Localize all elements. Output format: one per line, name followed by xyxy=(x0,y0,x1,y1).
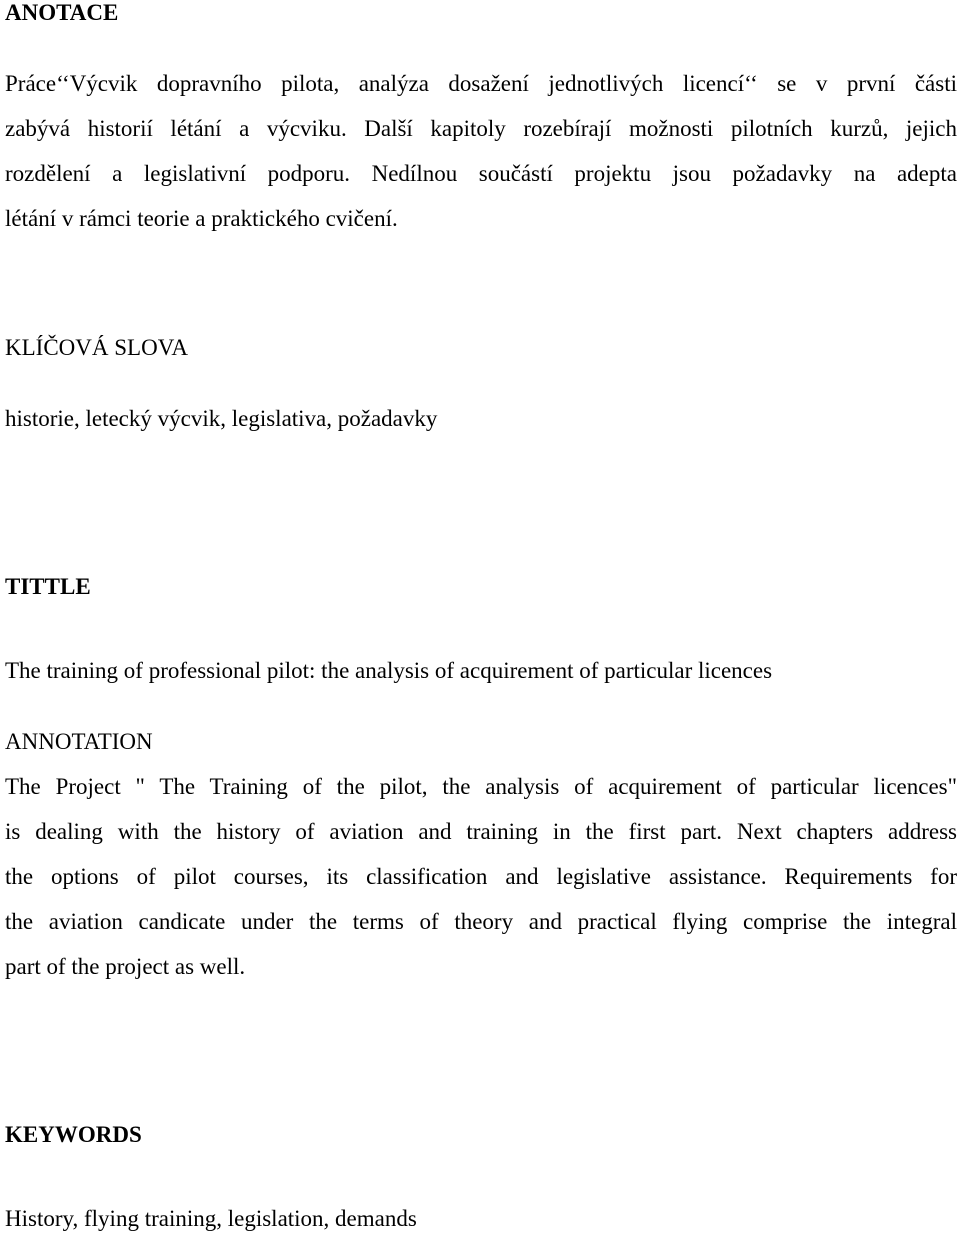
klicova-slova-heading: KLÍČOVÁ SLOVA xyxy=(5,335,188,360)
klicova-slova-text: historie, letecký výcvik, legislativa, požadavky xyxy=(5,406,438,431)
anotace-heading: ANOTACE xyxy=(5,0,119,25)
annotation-line-4: the aviation candicate under the terms of theory and practical flying comprise the integral xyxy=(5,909,957,934)
tittle-text: The training of professional pilot: the analysis of acquirement of particular licences xyxy=(5,658,773,683)
annotation-line-2: is dealing with the history of aviation and training in the first part. Next chapters address xyxy=(5,819,957,844)
annotation-line-5: part of the project as well. xyxy=(5,954,246,979)
anotace-line-3: rozdělení a legislativní podporu. Nedílnou součástí projektu jsou požadavky na adepta xyxy=(5,161,957,186)
tittle-heading: TITTLE xyxy=(5,574,91,599)
keywords-text: History, flying training, legislation, demands xyxy=(5,1206,417,1231)
anotace-line-2: zabývá historií létání a výcviku. Další kapitoly rozebírají možnosti pilotních kurzů, jejich xyxy=(5,116,957,141)
anotace-line-1: Práce‘‘Výcvik dopravního pilota, analýza dosažení jednotlivých licencí‘‘ se v první části xyxy=(5,71,957,96)
annotation-line-3: the options of pilot courses, its classification and legislative assistance. Requirements for xyxy=(5,864,957,889)
annotation-line-1: The Project " The Training of the pilot, the analysis of acquirement of particular licences" xyxy=(5,774,957,799)
anotace-line-4: létání v rámci teorie a praktického cvičení. xyxy=(5,206,398,231)
annotation-heading: ANNOTATION xyxy=(5,729,153,754)
keywords-heading: KEYWORDS xyxy=(5,1122,142,1147)
